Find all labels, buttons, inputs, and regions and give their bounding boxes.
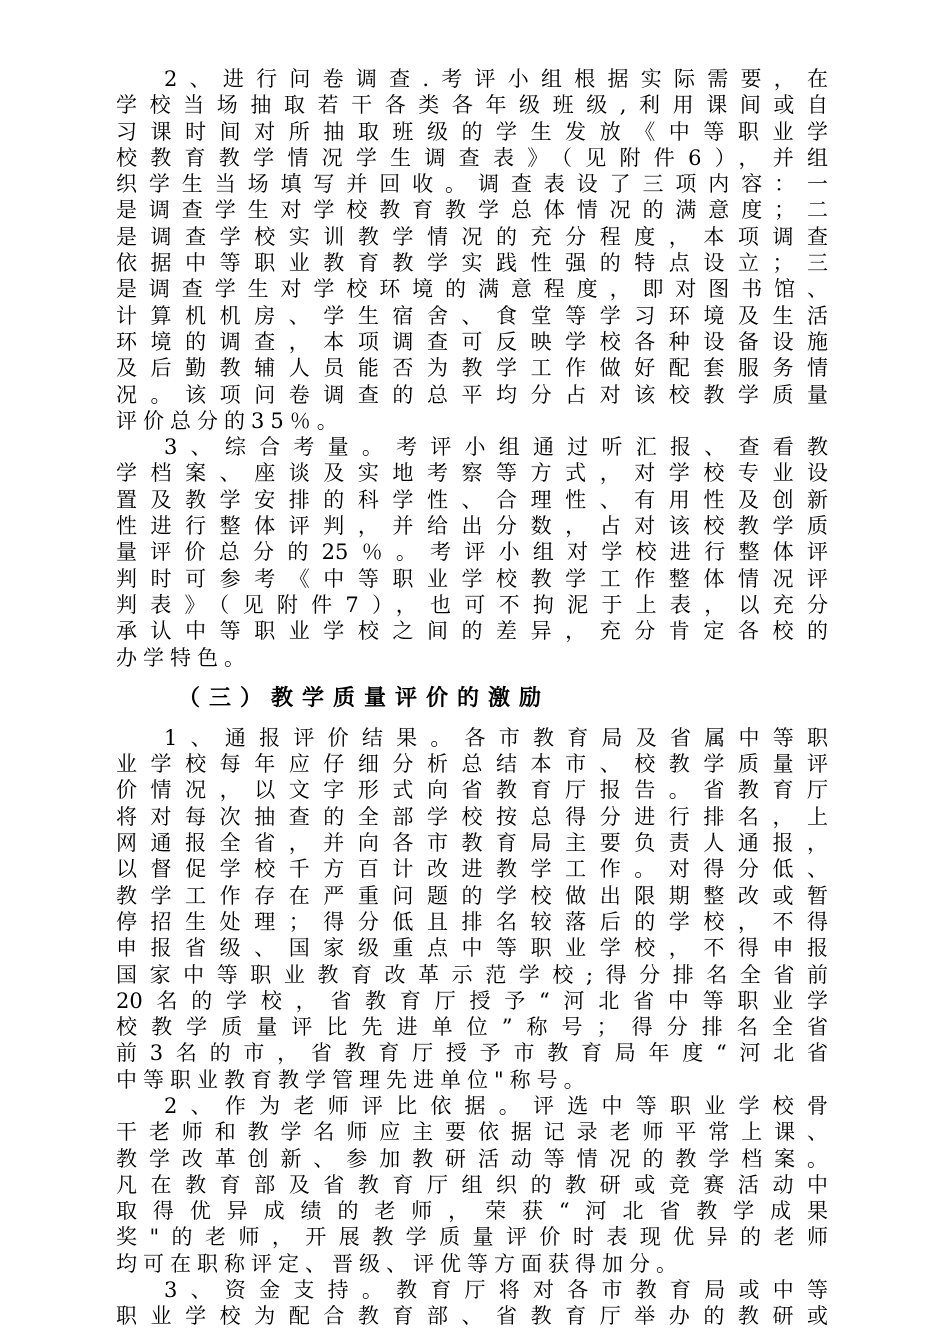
- text-line: 校教学质量评比先进单位”称号；得分排名全省: [116, 1015, 828, 1040]
- text-line: 价情况，以文字形式向省教育厅报告。省教育厅: [116, 778, 828, 803]
- text-line: 是调查学生对学校环境的满意程度，即对图书馆、: [116, 277, 828, 302]
- text-line: 业学校每年应仔细分析总结本市、校教学质量评: [116, 752, 828, 777]
- text-line: 校教育教学情况学生调查表》（见附件6），并组: [116, 145, 828, 170]
- text-line: 均可在职称评定、晋级、评优等方面获得加分。: [116, 1251, 683, 1276]
- text-line: 凡在教育部及省教育厅组织的教研或竞赛活动中: [116, 1172, 828, 1197]
- text-line: 取得优异成绩的老师，荣获“河北省教学成果: [116, 1199, 828, 1224]
- text-line: 办学特色。: [116, 645, 251, 670]
- text-line: 国家中等职业教育改革示范学校;得分排名全省前: [116, 962, 828, 987]
- paragraph-report-results: [116, 725, 828, 1093]
- text-line: 以督促学校千方百计改进教学工作。对得分低、: [116, 857, 828, 882]
- section-heading: （三）教学质量评价的激励: [178, 685, 551, 711]
- text-line: 量评价总分的25％。考评小组对学校进行整体评: [116, 540, 828, 565]
- text-line: 2、进行问卷调查.考评小组根据实际需要，在: [164, 67, 828, 91]
- text-line: 将对每次抽查的全部学校按总得分进行排名，上: [116, 804, 828, 829]
- text-line: 教学改革创新、参加教研活动等情况的教学档案。: [116, 1146, 828, 1171]
- text-line: 承认中等职业学校之间的差异，充分肯定各校的: [116, 619, 828, 644]
- paragraph-funding-support: [116, 1277, 828, 1330]
- text-line: 2、作为老师评比依据。评选中等职业学校骨: [164, 1093, 828, 1118]
- text-line: 判表》（见附件7），也可不拘泥于上表，以充分: [116, 592, 828, 617]
- text-line: 3、综合考量。考评小组通过听汇报、查看教: [164, 435, 828, 460]
- text-line: 停招生处理；得分低且排名较落后的学校，不得: [116, 909, 828, 934]
- document-page: [116, 66, 828, 1330]
- text-line: 申报省级、国家级重点中等职业学校，不得申报: [116, 936, 828, 961]
- text-line: 是调查学生对学校教育教学总体情况的满意度；二: [116, 198, 828, 223]
- text-line: 习课时间对所抽取班级的学生发放《中等职业学: [116, 119, 828, 144]
- text-line: 3、资金支持。教育厅将对各市教育局或中等: [164, 1278, 828, 1303]
- text-line: 前3名的市，省教育厅授予市教育局年度“河北省: [116, 1041, 828, 1066]
- text-line: 1、通报评价结果。各市教育局及省属中等职: [164, 725, 828, 750]
- text-line: 依据中等职业教育教学实践性强的特点设立；三: [116, 251, 828, 276]
- text-line: 干老师和教学名师应主要依据记录老师平常上课、: [116, 1120, 828, 1145]
- text-line: 判时可参考《中等职业学校教学工作整体情况评: [116, 566, 828, 591]
- text-line: 评价总分的35％。: [116, 408, 344, 433]
- paragraph-teacher-evaluation: [116, 1093, 828, 1277]
- text-line: 计算机机房、学生宿舍、食堂等学习环境及生活: [116, 303, 828, 328]
- paragraph-comprehensive-assessment: [116, 434, 828, 671]
- text-line: 置及教学安排的科学性、合理性、有用性及创新: [116, 487, 828, 512]
- text-line: 教学工作存在严重问题的学校做出限期整改或暂: [116, 883, 828, 908]
- text-line: 网通报全省，并向各市教育局主要负责人通报，: [116, 831, 828, 856]
- paragraph-questionnaire: [116, 66, 828, 434]
- text-line: 职业学校为配合教育部、省教育厅举办的教研或: [116, 1304, 828, 1329]
- text-line: 奖"的老师，开展教学质量评价时表现优异的老师: [116, 1225, 828, 1250]
- text-line: 况。该项问卷调查的总平均分占对该校教学质量: [116, 382, 828, 407]
- text-line: 织学生当场填写并回收。调查表设了三项内容：一: [116, 172, 828, 197]
- text-line: 学校当场抽取若干各类各年级班级,利用课间或自: [116, 93, 828, 118]
- text-line: 中等职业教育教学管理先进单位"称号。: [116, 1067, 591, 1092]
- text-line: 及后勤教辅人员能否为教学工作做好配套服务情: [116, 356, 828, 381]
- text-line: 环境的调查，本项调查可反映学校各种设备设施: [116, 329, 828, 354]
- text-line: 是调查学校实训教学情况的充分程度，本项调查: [116, 224, 828, 249]
- text-line: 学档案、座谈及实地考察等方式，对学校专业设: [116, 461, 828, 486]
- text-line: 20名的学校，省教育厅授予“河北省中等职业学: [116, 988, 828, 1013]
- text-line: 性进行整体评判，并给出分数，占对该校教学质: [116, 514, 828, 539]
